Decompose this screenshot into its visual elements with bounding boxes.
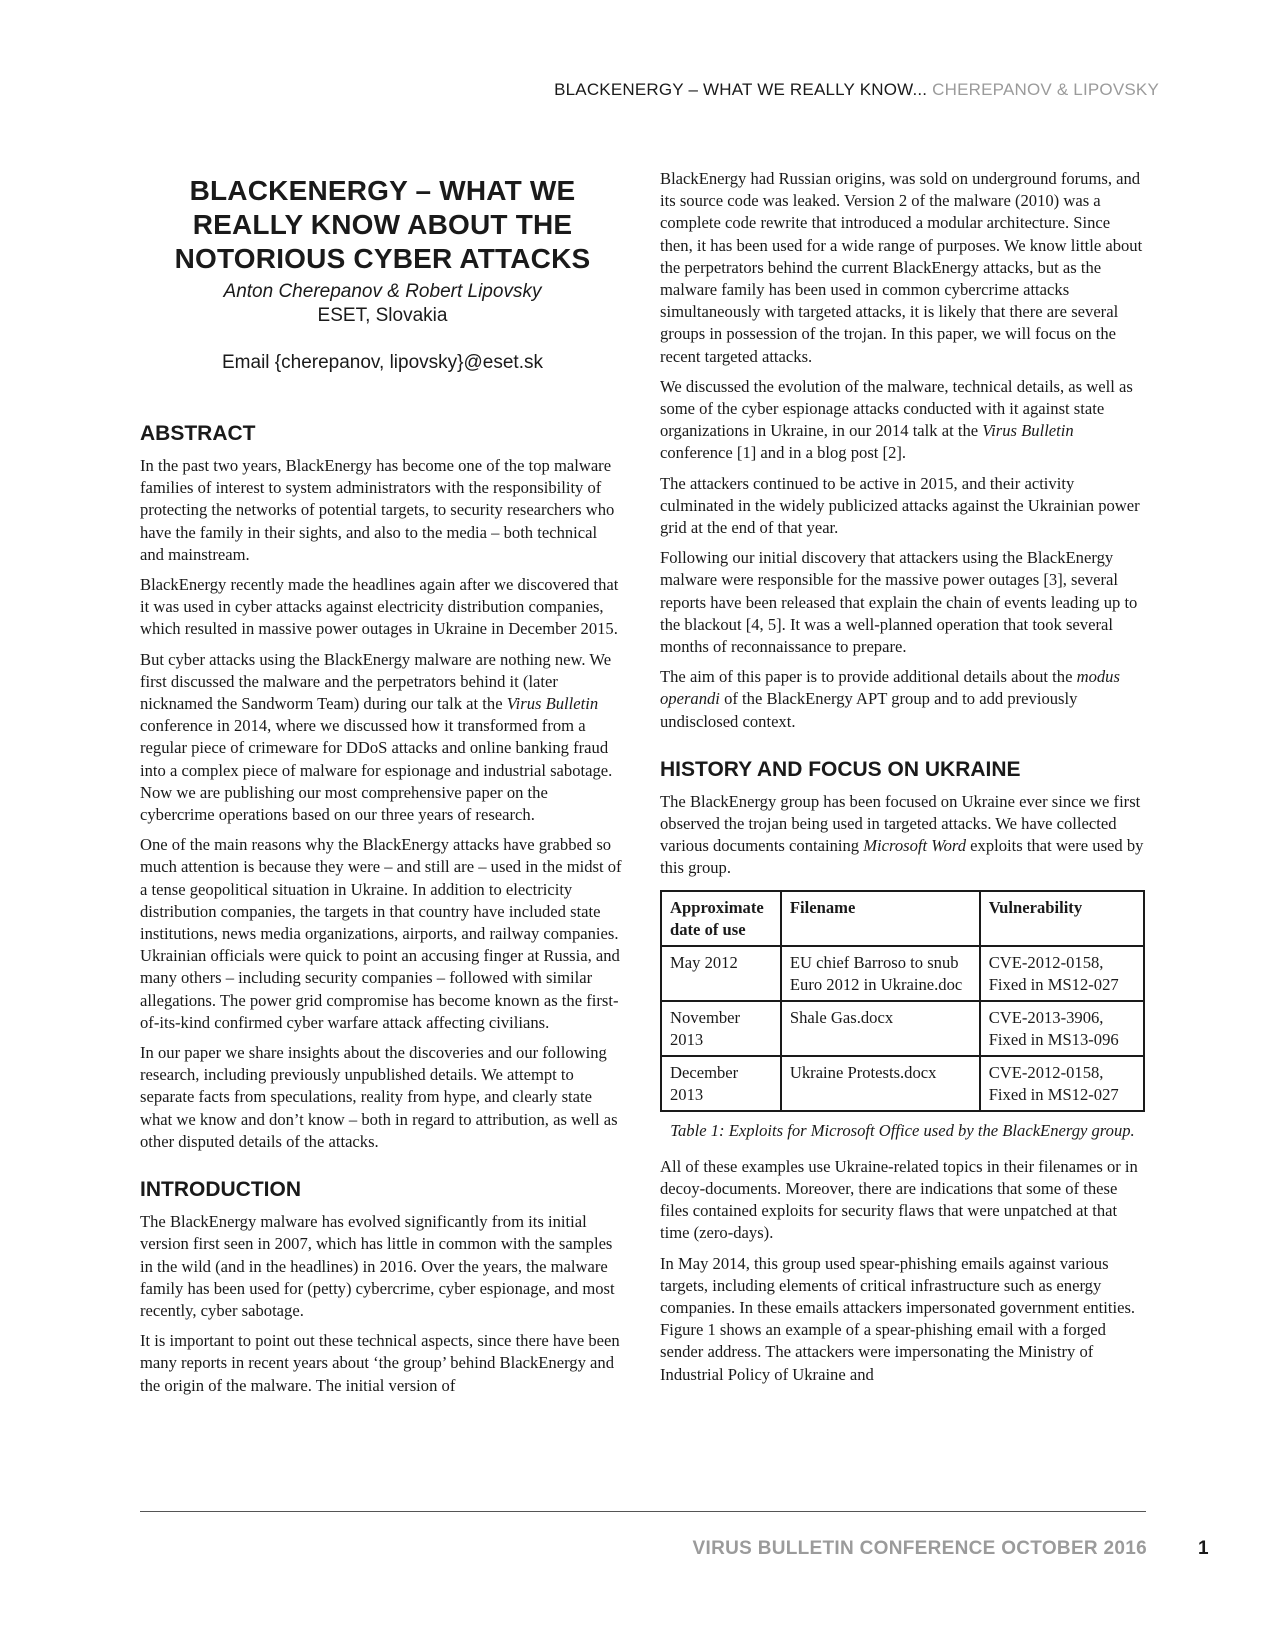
- abstract-paragraph: In our paper we share insights about the discoveries and our following research, including previously unpublished details. We attempt to separate facts from speculations, reality from hype, and clearly state what we know and don’t know – both in regard to attribution, as well as other disputed details of the attacks.: [140, 1043, 618, 1151]
- abstract-paragraph: In the past two years, BlackEnergy has become one of the top malware families of interest to system administrators with the responsibility of protecting the networks of potential targets, to security researchers who have the family in their sights, and also to the media – both technical and mainstream.: [140, 456, 615, 564]
- running-head-authors: CHEREPANOV & LIPOVSKY: [932, 80, 1159, 99]
- table-cell: Ukraine Protests.docx: [781, 1056, 980, 1111]
- authors: Anton Cherepanov & Robert Lipovsky: [223, 281, 542, 302]
- emphasis: Microsoft Word: [863, 836, 967, 856]
- paper-title-line: REALLY KNOW ABOUT THE: [192, 209, 573, 240]
- introduction-paragraph: The BlackEnergy malware has evolved significantly from its initial version first seen in 2007, which has little in common with the samples in the wild (and in the headlines) in 2016. Over the years, the malware family has been used for (petty) cybercrime, cyber espionage, and most recently, cyber sabotage.: [140, 1212, 615, 1320]
- table-cell: May 2012: [661, 946, 781, 1001]
- text-run: We discussed the evolution of the malware, technical details, as well as some of the cyber espionage attacks conducted with it against state organizations in Ukraine, in our 2014 talk at the: [660, 376, 1133, 441]
- text-run: The BlackEnergy group has been focused on Ukraine ever since we first observed the trojan being used in targeted attacks. We have collected various documents containing: [660, 791, 1141, 856]
- emphasis: Virus Bulletin: [506, 694, 599, 714]
- author-email: Email {cherepanov, lipovsky}@eset.sk: [222, 352, 543, 373]
- emphasis: Virus Bulletin: [982, 421, 1074, 441]
- text-run: But cyber attacks using the BlackEnergy malware are nothing new. We first discussed the malware and the perpetrators behind it (later nicknamed the Sandworm Team) during our talk at the: [140, 649, 612, 714]
- introduction-heading: INTRODUCTION: [140, 1178, 301, 1202]
- paper-title-line: BLACKENERGY – WHAT WE: [189, 175, 576, 206]
- introduction-paragraph: Following our initial discovery that attackers using the BlackEnergy malware were responsible for the massive power outages [3], several reports have been released that explain the chain of events leading up to the blackout [4, 5]. It was a well-planned operation that took several months of reconnaissance to prepare.: [660, 548, 1138, 657]
- footer-conference: VIRUS BULLETIN CONFERENCE OCTOBER 2016: [692, 1538, 1147, 1559]
- table-header-cell: Filename: [781, 891, 980, 946]
- table-cell: EU chief Barroso to snub Euro 2012 in Ukraine.doc: [781, 946, 980, 1001]
- introduction-paragraph: BlackEnergy had Russian origins, was sold on underground forums, and its source code was leaked. Version 2 of the malware (2010) was a complete code rewrite that introduced a modular architecture. Since then, it has been used for a wide range of purposes. We know little about the perpetrators behind the current BlackEnergy attacks, but as the malware family has been used in common cybercrime attacks simultaneously with targeted attacks, it is likely that there are several groups in possession of the trojan. In this paper, we will focus on the recent targeted attacks.: [660, 169, 1143, 366]
- introduction-paragraph: The attackers continued to be active in 2015, and their activity culminated in the widely publicized attacks against the Ukrainian power grid at the end of that year.: [660, 473, 1140, 538]
- emphasis: modus operandi: [660, 667, 1120, 709]
- table-header-row: [661, 891, 1144, 946]
- exploits-table: [660, 890, 1145, 1112]
- table-row: [661, 1001, 1144, 1056]
- abstract-paragraph: BlackEnergy recently made the headlines again after we discovered that it was used in cyber attacks against electricity distribution companies, which resulted in massive power outages in Ukraine in December 2015.: [140, 575, 619, 639]
- text-run: exploits that were used by this group.: [660, 836, 1144, 878]
- table-cell: CVE-2013-3906, Fixed in MS13-096: [980, 1001, 1144, 1056]
- table-row: [661, 946, 1144, 1001]
- table-row: [661, 1056, 1144, 1111]
- affiliation: ESET, Slovakia: [317, 305, 448, 326]
- footer-divider: [140, 1511, 1146, 1512]
- paper-title: [140, 174, 625, 276]
- abstract-paragraph: One of the main reasons why the BlackEnergy attacks have grabbed so much attention is because they were – and still are – used in the midst of a tense geopolitical situation in Ukraine. In addition to electricity distribution companies, the targets in that country have included state institutions, news media organizations, airports, and railway companies. Ukrainian officials were quick to point an accusing finger at Russia, and many others – including security companies – followed with similar allegations. The power grid compromise has become known as the first-of-its-kind confirmed cyber warfare attack affecting civilians.: [140, 835, 622, 1032]
- history-paragraph: In May 2014, this group used spear-phishing emails against various targets, including elements of critical infrastructure such as energy companies. In these emails attackers impersonated government entities. Figure 1 shows an example of a spear-phishing email with a forged sender address. The attackers were impersonating the Ministry of Industrial Policy of Ukraine and: [660, 1253, 1136, 1384]
- running-head-title: BLACKENERGY – WHAT WE REALLY KNOW...: [554, 80, 928, 99]
- table-header-cell: Approximate date of use: [661, 891, 781, 946]
- table-cell: December 2013: [661, 1056, 781, 1111]
- table-cell: Shale Gas.docx: [781, 1001, 980, 1056]
- table-cell: CVE-2012-0158, Fixed in MS12-027: [980, 946, 1144, 1001]
- text-run: conference [1] and in a blog post [2].: [660, 443, 907, 463]
- history-paragraph: All of these examples use Ukraine-related topics in their filenames or in decoy-documents. Moreover, there are indications that some of these files contained exploits for security flaws that were unpatched at that time (zero-days).: [660, 1156, 1138, 1243]
- right-column: [660, 168, 1145, 1394]
- abstract-paragraph: [140, 649, 625, 827]
- table-cell: CVE-2012-0158, Fixed in MS12-027: [980, 1056, 1144, 1111]
- text-run: of the BlackEnergy APT group and to add previously undisclosed context.: [660, 689, 1078, 731]
- introduction-paragraph: [660, 666, 1145, 733]
- text-run: conference in 2014, where we discussed how it transformed from a regular piece of crimeware for DDoS attacks and online banking fraud into a complex piece of malware for espionage and industrial sabotage. Now we are publishing our most comprehensive paper on the cybercrime operations based on our three years of research.: [140, 716, 613, 825]
- paper-title-line: NOTORIOUS CYBER ATTACKS: [174, 243, 591, 274]
- abstract-heading: ABSTRACT: [140, 422, 256, 445]
- left-column: [140, 168, 625, 1405]
- table-header-cell: Vulnerability: [980, 891, 1144, 946]
- table-cell: November 2013: [661, 1001, 781, 1056]
- table-caption: Table 1: Exploits for Microsoft Office used by the BlackEnergy group.: [670, 1120, 1135, 1140]
- running-head: [554, 80, 1159, 100]
- text-run: The aim of this paper is to provide additional details about the: [660, 667, 1077, 687]
- page-number: 1: [1198, 1538, 1209, 1559]
- introduction-paragraph: [660, 376, 1145, 465]
- history-paragraph: [660, 791, 1145, 880]
- introduction-paragraph: It is important to point out these technical aspects, since there have been many reports in recent years about ‘the group’ behind BlackEnergy and the origin of the malware. The initial version of: [140, 1331, 620, 1395]
- history-heading: HISTORY AND FOCUS ON UKRAINE: [660, 757, 1021, 781]
